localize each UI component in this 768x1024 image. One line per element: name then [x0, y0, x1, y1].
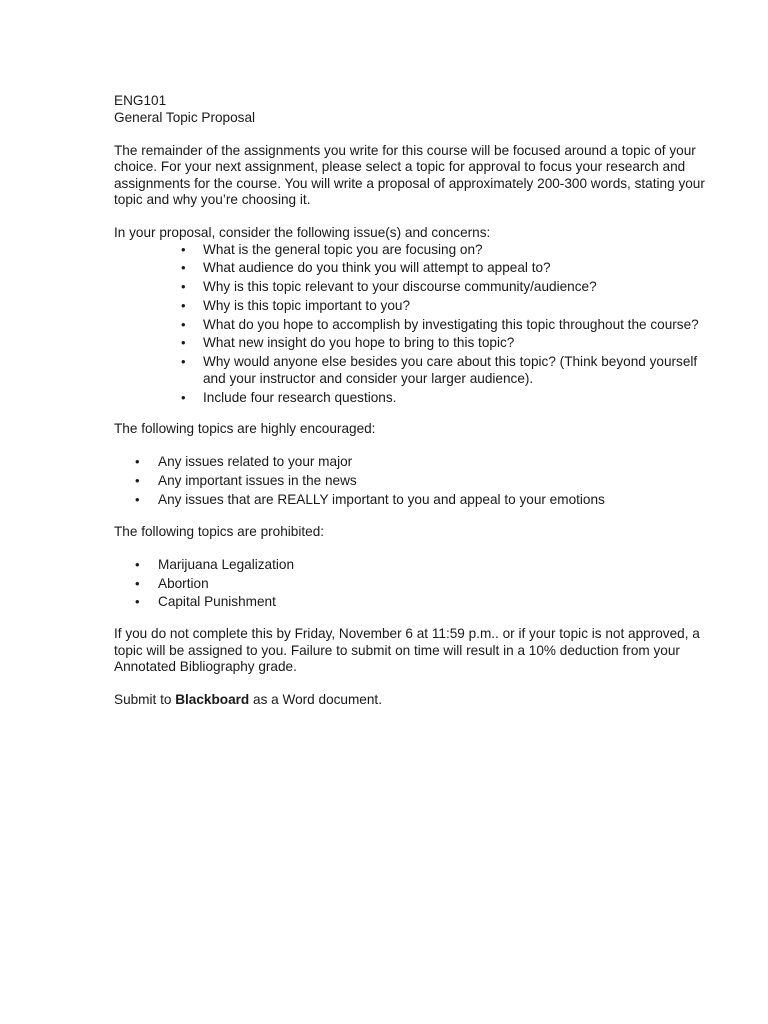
bullet-icon: • — [135, 594, 140, 610]
bullet-icon: • — [181, 297, 186, 313]
bullet-icon: • — [135, 556, 140, 572]
submit-platform: Blackboard — [175, 692, 250, 708]
list-item: • Capital Punishment — [135, 594, 276, 610]
list-item: • What new insight do you hope to bring to this topic? — [181, 335, 515, 351]
bullet-icon: • — [135, 473, 140, 489]
list-item: • Why is this topic important to you? — [181, 297, 411, 313]
bullet-icon: • — [181, 389, 186, 405]
bullet-icon: • — [181, 316, 186, 332]
deadline-paragraph: If you do not complete this by Friday, November 6 at 11:59 p.m.. or if your topic is not approved, a topic will be assigned to you. Failure to submit on time will result in a 10% deduction from your Annotated Bibliography grade. — [114, 626, 700, 675]
bullet-icon: • — [135, 491, 140, 507]
document-title: General Topic Proposal — [114, 109, 256, 125]
bullet-icon: • — [135, 454, 140, 470]
course-code: ENG101 — [114, 93, 167, 108]
document-body — [114, 93, 714, 709]
prohibited-list — [114, 557, 714, 611]
list-item: • Include four research questions. — [181, 389, 397, 405]
intro-paragraph: The remainder of the assignments you write for this course will be focused around a topic of your choice. For your next assignment, please select a topic for approval to focus your research and assignments for the course. You will write a proposal of approximately 200-300 words, stating your topic and why you’re choosing it. — [114, 142, 705, 207]
list-item: • Any issues that are REALLY important to you and appeal to your emotions — [135, 491, 605, 507]
list-item: • What is the general topic you are focusing on? — [181, 241, 483, 257]
bullet-icon: • — [181, 354, 186, 370]
submit-instructions: Submit to Blackboard as a Word document. — [114, 692, 382, 708]
list-item: • What do you hope to accomplish by investigating this topic throughout the course? — [181, 316, 699, 332]
bullet-icon: • — [181, 260, 186, 276]
bullet-icon: • — [181, 279, 186, 295]
concerns-intro: In your proposal, consider the following issue(s) and concerns: — [114, 225, 491, 240]
encouraged-list — [114, 454, 714, 508]
list-item: • Any issues related to your major — [135, 454, 353, 470]
list-item: • What audience do you think you will attempt to appeal to? — [181, 260, 551, 276]
concerns-list — [114, 242, 714, 407]
list-item: • Why is this topic relevant to your discourse community/audience? — [181, 279, 597, 295]
prohibited-intro: The following topics are prohibited: — [114, 523, 325, 539]
bullet-icon: • — [181, 241, 186, 257]
list-item: • Marijuana Legalization — [135, 556, 295, 572]
encouraged-intro: The following topics are highly encouraged: — [114, 421, 376, 437]
list-item: • Any important issues in the news — [135, 473, 357, 489]
list-item: • Abortion — [135, 575, 209, 591]
bullet-icon: • — [135, 575, 140, 591]
list-item: • Why would anyone else besides you care about this topic? (Think beyond yourself and your instructor and consider your larger audience). — [181, 354, 698, 386]
bullet-icon: • — [181, 335, 186, 351]
